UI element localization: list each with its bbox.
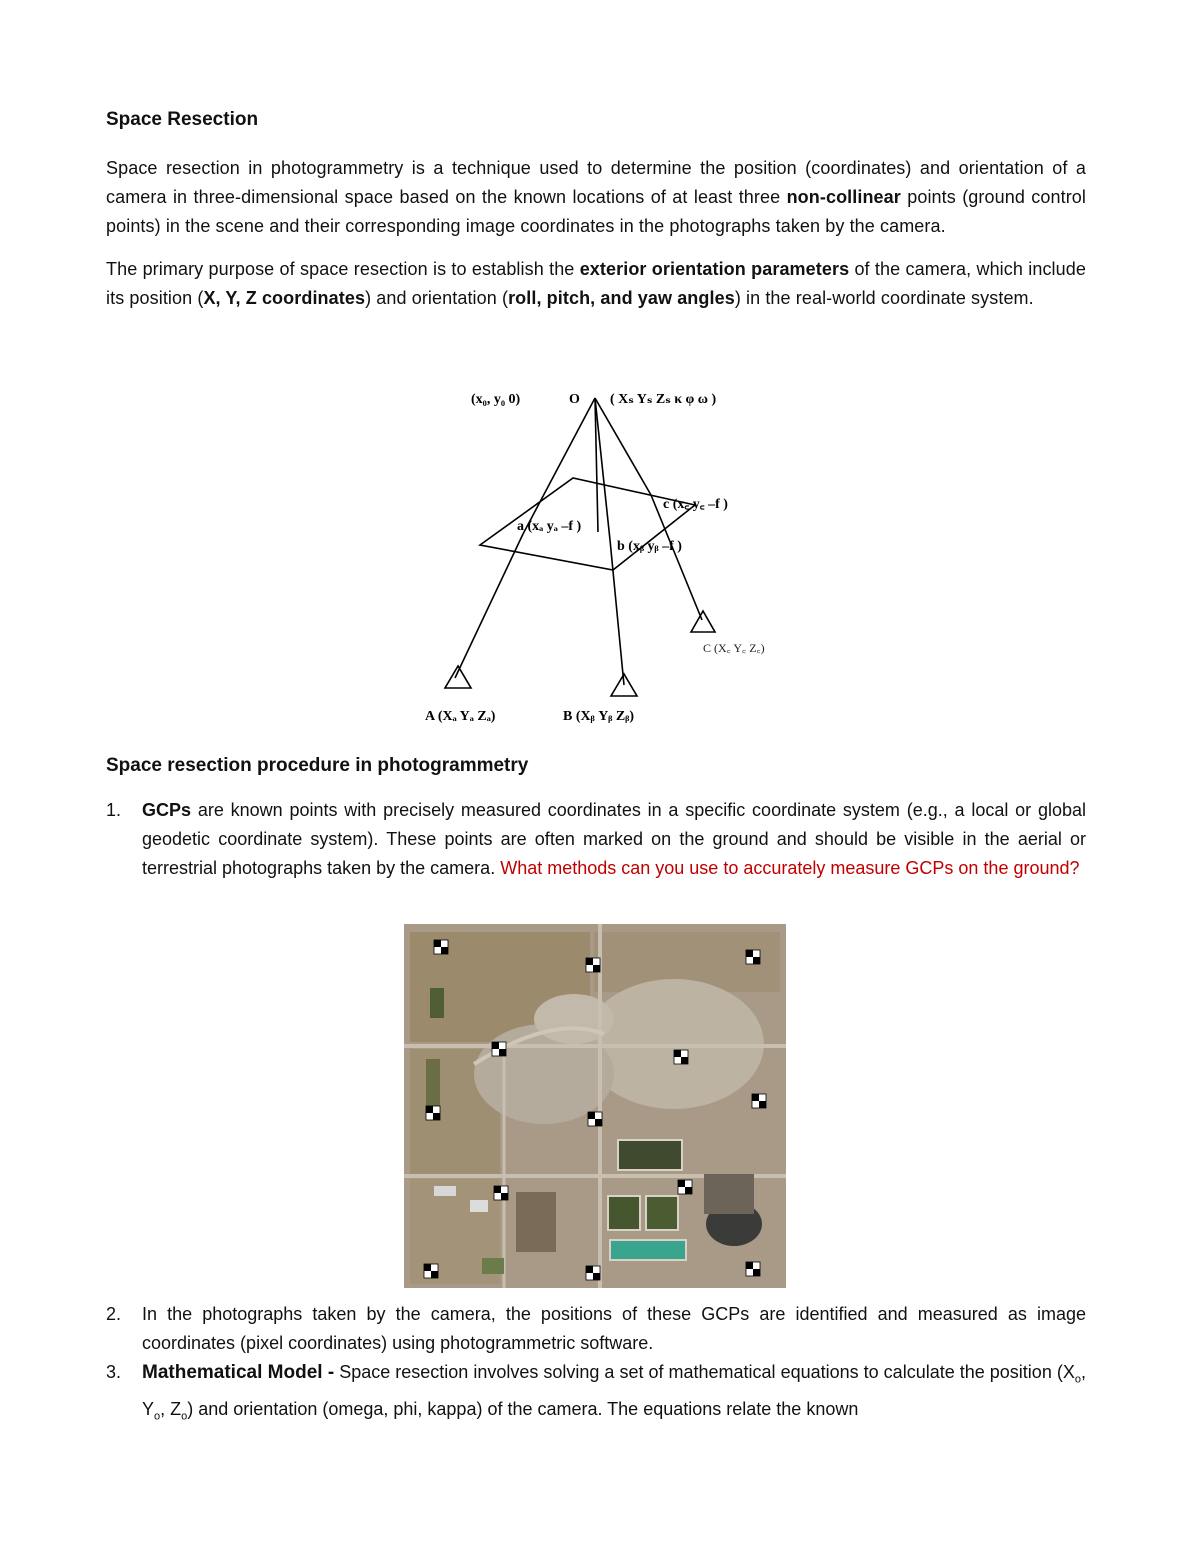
list-item: 3. Mathematical Model - Space resection involves solving a set of mathematical equations to calculate the position ($X_o$, $Y_o$, $Z_o$) and orientation (omega, phi, kappa) of the camera. The equations relate the known	[106, 1362, 1086, 1423]
section-procedure-continued	[106, 1300, 1086, 1431]
principal-point-label: (x₀, y₀ 0)	[471, 392, 521, 407]
image-point-c-label: c (x꜀ y꜀ –f )	[663, 497, 728, 512]
camera-parameters-label: ( Xₛ Yₛ Zₛ κ φ ω )	[610, 392, 717, 407]
question-text: What methods can you use to accurately measure GCPs on the ground?	[500, 858, 1080, 878]
list-item: 1. GCPs are known points with precisely measured coordinates in a specific coordinate system (e.g., a local or global geodetic coordinate system). These points are often marked on the ground and should be visible in the aerial or terrestrial photographs taken by the camera. What methods can you use to accurately measure GCPs on the ground?	[106, 800, 1086, 878]
list-item: 2. In the photographs taken by the camera, the positions of these GCPs are identified and measured as image coordinates (pixel coordinates) using photogrammetric software.	[106, 1304, 1086, 1353]
purpose-paragraph: The primary purpose of space resection is to establish the exterior orientation parameters of the camera, which include its position (X, Y, Z coordinates) and orientation (roll, pitch, and yaw angles) in the real-world coordinate system.	[106, 259, 1086, 308]
projection-center-label: O	[569, 392, 580, 407]
procedure-list-continued	[106, 1300, 1086, 1431]
image-point-b-label: b (xᵦ yᵦ –f )	[617, 539, 682, 554]
section-procedure	[106, 752, 1086, 883]
procedure-title: Space resection procedure in photogrammetry	[106, 755, 529, 776]
section-space-resection	[106, 106, 1086, 327]
section-title: Space Resection	[106, 109, 259, 130]
procedure-list	[106, 796, 1086, 883]
space-resection-diagram	[395, 380, 797, 734]
image-point-a-label: a (xₐ yₐ –f )	[517, 519, 582, 534]
aerial-gcp-image	[404, 924, 786, 1288]
intro-paragraph: Space resection in photogrammetry is a technique used to determine the position (coordinates) and orientation of a camera in three-dimensional space based on the known locations of at least three non-collinear points (ground control points) in the scene and their corresponding image coordinates in the photographs taken by the camera.	[106, 158, 1087, 236]
ground-point-a-label: A (Xₐ Yₐ Zₐ)	[425, 709, 496, 724]
ground-point-b-label: B (Xᵦ Yᵦ Zᵦ)	[563, 709, 634, 724]
ground-point-c-label: C (X꜀ Y꜀ Z꜀)	[703, 641, 765, 655]
